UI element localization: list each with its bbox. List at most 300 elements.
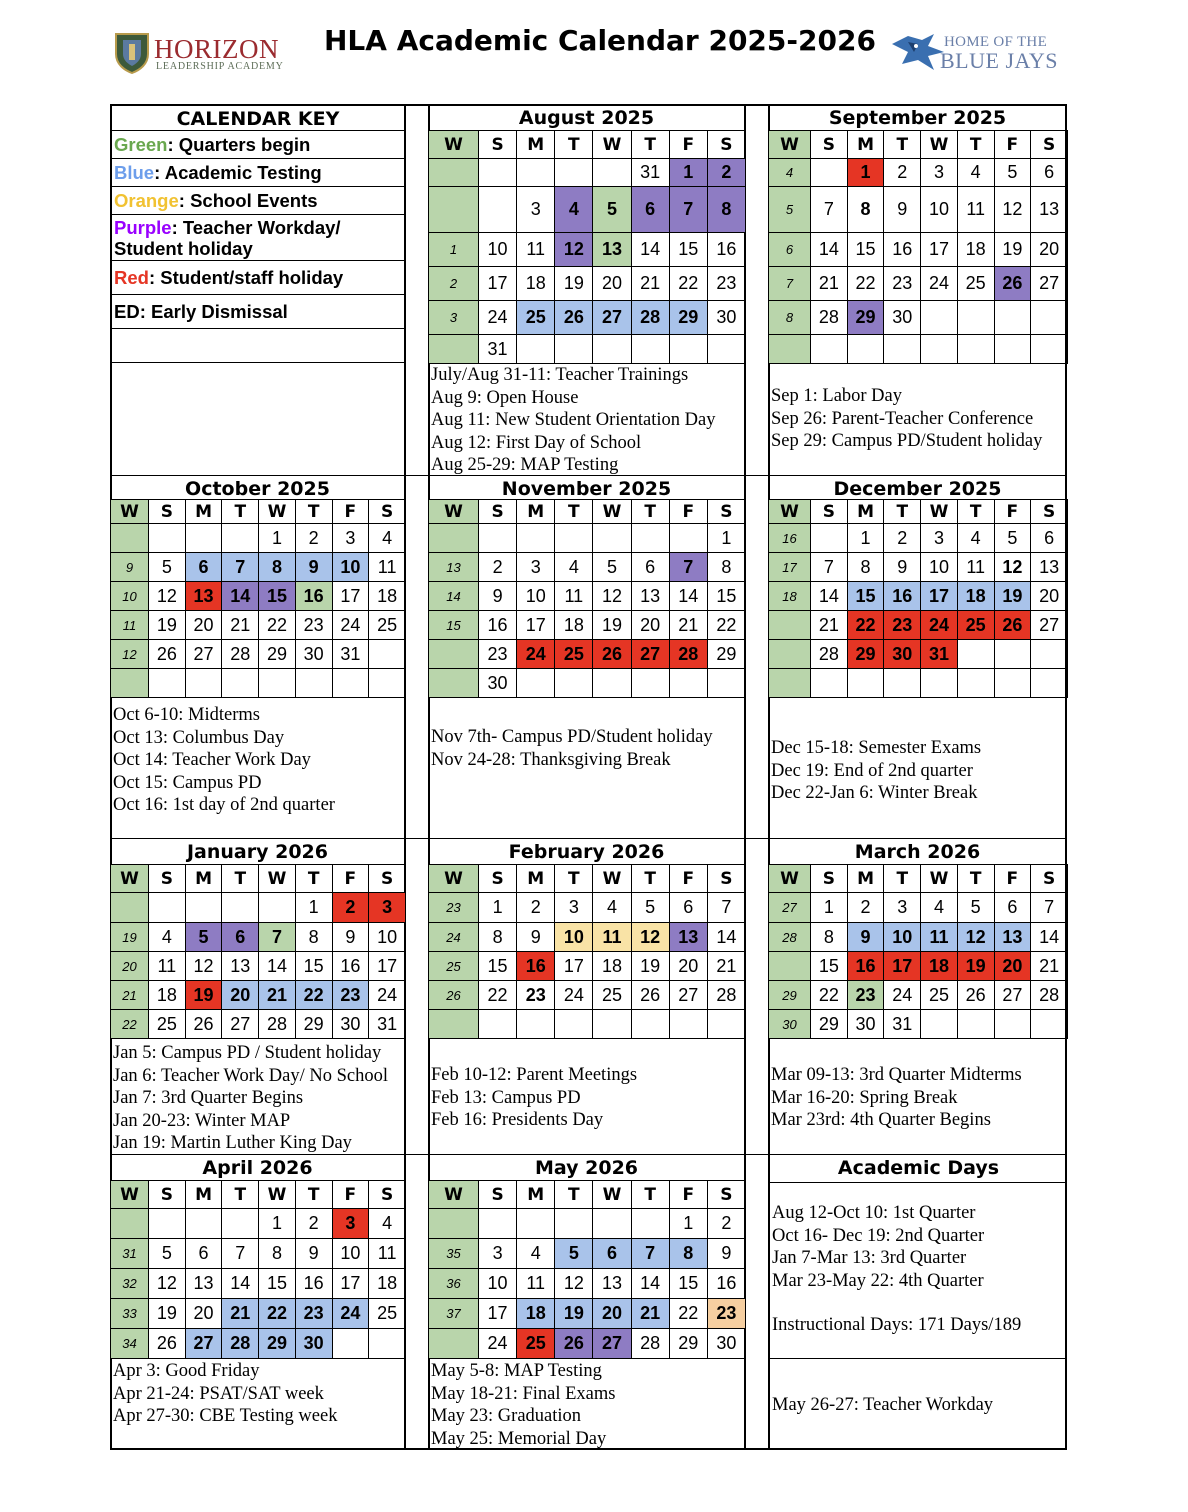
day-cell [149, 1209, 186, 1239]
day-cell: 2 [295, 1209, 332, 1239]
day-cell: 24 [555, 981, 593, 1010]
day-cell [631, 335, 669, 364]
day-cell: 12 [957, 923, 994, 952]
day-cell: 20 [1031, 582, 1068, 611]
week-row [769, 524, 1068, 553]
day-cell: 5 [994, 524, 1031, 553]
note-line: May 23: Graduation [431, 1406, 582, 1426]
weekday-header: S [1031, 865, 1068, 893]
day-cell: 14 [222, 1269, 259, 1299]
day-cell [222, 893, 259, 923]
key-item-ed: ED: Early Dismissal [111, 295, 405, 329]
day-cell: 27 [669, 981, 707, 1010]
day-cell [149, 669, 186, 698]
day-cell: 28 [631, 301, 669, 335]
note-line: Feb 10-12: Parent Meetings [431, 1065, 638, 1085]
weekday-header: S [149, 500, 186, 524]
day-cell: 16 [295, 1269, 332, 1299]
day-cell: 5 [631, 893, 669, 923]
day-cell: 10 [332, 553, 369, 582]
day-cell: 25 [369, 611, 406, 640]
day-cell: 21 [631, 267, 669, 301]
calendar-dec [768, 499, 1068, 698]
week-row [429, 524, 746, 553]
day-cell: 15 [811, 952, 848, 981]
day-cell: 16 [479, 611, 517, 640]
week-row [111, 1209, 406, 1239]
week-header: W [769, 131, 811, 159]
day-cell: 26 [994, 267, 1031, 301]
week-header: W [429, 500, 479, 524]
day-cell: 15 [259, 1269, 296, 1299]
day-cell [185, 893, 222, 923]
week-header: W [769, 865, 811, 893]
week-row [769, 1010, 1068, 1039]
day-cell [631, 524, 669, 553]
day-cell [1031, 669, 1068, 698]
week-row [429, 553, 746, 582]
day-cell: 4 [593, 893, 631, 923]
day-cell: 18 [369, 582, 406, 611]
week-row [111, 952, 406, 981]
week-number: 33 [111, 1299, 149, 1329]
week-row [429, 301, 746, 335]
note-line: Jan 19: Martin Luther King Day [113, 1133, 352, 1153]
weekday-header: S [149, 1181, 186, 1209]
day-cell [332, 1329, 369, 1359]
day-cell: 14 [1031, 923, 1068, 952]
weekday-header: W [593, 500, 631, 524]
day-cell: 25 [921, 981, 958, 1010]
day-cell: 13 [185, 582, 222, 611]
day-cell: 27 [222, 1010, 259, 1039]
week-number [111, 669, 149, 698]
day-cell [957, 640, 994, 669]
weekday-header: F [994, 865, 1031, 893]
day-cell: 4 [957, 159, 994, 187]
day-cell: 18 [517, 1299, 555, 1329]
week-number: 25 [429, 952, 479, 981]
day-cell [957, 1010, 994, 1039]
week-number: 21 [111, 981, 149, 1010]
day-cell [669, 669, 707, 698]
weekday-header: T [884, 865, 921, 893]
day-cell: 25 [555, 640, 593, 669]
note-line: Feb 13: Campus PD [431, 1087, 581, 1108]
day-cell: 29 [295, 1010, 332, 1039]
day-cell: 30 [295, 640, 332, 669]
day-cell [1031, 335, 1068, 364]
week-row [769, 923, 1068, 952]
week-number [429, 1329, 479, 1359]
day-cell: 18 [921, 952, 958, 981]
week-number: 16 [769, 524, 811, 553]
week-number [429, 524, 479, 553]
day-cell [847, 335, 884, 364]
week-number: 28 [769, 923, 811, 952]
day-cell [811, 159, 848, 187]
month-title-aug: August 2025 [518, 107, 655, 129]
note-line: Aug 25-29: MAP Testing [431, 455, 619, 475]
day-cell: 7 [222, 553, 259, 582]
week-row [429, 1269, 746, 1299]
month-title-nov: November 2025 [501, 478, 672, 500]
weekday-header: T [957, 865, 994, 893]
month-title-sep: September 2025 [828, 107, 1007, 129]
week-row [429, 335, 746, 364]
day-cell: 15 [847, 582, 884, 611]
note-line: May 5-8: MAP Testing [431, 1361, 602, 1381]
day-cell [847, 669, 884, 698]
weekday-header: F [669, 500, 707, 524]
weekday-header: T [555, 865, 593, 893]
weekday-header: W [593, 131, 631, 159]
calendar-aug [428, 130, 746, 364]
calendar-jan [110, 864, 406, 1039]
day-cell [994, 640, 1031, 669]
week-row [769, 233, 1068, 267]
week-number: 14 [429, 582, 479, 611]
week-number: 13 [429, 553, 479, 582]
day-cell: 18 [517, 267, 555, 301]
day-cell: 15 [707, 582, 745, 611]
day-cell [957, 669, 994, 698]
day-cell: 17 [921, 233, 958, 267]
day-cell: 1 [259, 524, 296, 553]
day-cell: 1 [669, 159, 707, 187]
week-number [429, 669, 479, 698]
key-item-orange: Orange: School Events [111, 187, 405, 215]
day-cell [555, 1209, 593, 1239]
day-cell: 21 [222, 611, 259, 640]
day-cell: 3 [517, 553, 555, 582]
week-row [429, 1329, 746, 1359]
day-cell: 28 [259, 1010, 296, 1039]
day-cell: 11 [149, 952, 186, 981]
day-cell: 21 [811, 267, 848, 301]
day-cell: 29 [259, 640, 296, 669]
day-cell: 15 [295, 952, 332, 981]
day-cell: 25 [369, 1299, 406, 1329]
day-cell: 4 [957, 524, 994, 553]
day-cell: 27 [185, 640, 222, 669]
day-cell: 22 [811, 981, 848, 1010]
day-cell: 25 [957, 611, 994, 640]
day-cell: 17 [332, 1269, 369, 1299]
weekday-header: M [517, 131, 555, 159]
day-cell: 11 [517, 1269, 555, 1299]
day-cell: 3 [332, 524, 369, 553]
week-row [769, 301, 1068, 335]
may-extra-note: May 26-27: Teacher Workday [772, 1395, 994, 1415]
note-line: Oct 14: Teacher Work Day [113, 750, 311, 770]
week-number [769, 669, 811, 698]
day-cell: 4 [369, 524, 406, 553]
week-number: 36 [429, 1269, 479, 1299]
day-cell: 19 [185, 981, 222, 1010]
day-cell: 29 [847, 640, 884, 669]
weekday-header: S [369, 1181, 406, 1209]
week-row [111, 893, 406, 923]
day-cell: 29 [811, 1010, 848, 1039]
day-cell [811, 524, 848, 553]
week-row [429, 159, 746, 187]
day-cell: 24 [479, 301, 517, 335]
day-cell: 1 [669, 1209, 707, 1239]
day-cell [517, 159, 555, 187]
day-cell [994, 335, 1031, 364]
day-cell: 24 [921, 267, 958, 301]
day-cell: 26 [631, 981, 669, 1010]
day-cell: 14 [222, 582, 259, 611]
day-cell: 30 [332, 1010, 369, 1039]
note-line: Jan 7: 3rd Quarter Begins [113, 1088, 304, 1108]
weekday-header: T [295, 865, 332, 893]
day-cell: 14 [669, 582, 707, 611]
key-blank [111, 329, 405, 363]
day-cell: 10 [555, 923, 593, 952]
day-cell: 17 [921, 582, 958, 611]
week-row [111, 553, 406, 582]
note-line: Aug 9: Open House [431, 387, 579, 408]
day-cell: 31 [631, 159, 669, 187]
day-cell: 21 [811, 611, 848, 640]
horizon-logo [114, 32, 314, 76]
day-cell [517, 669, 555, 698]
day-cell: 4 [149, 923, 186, 952]
day-cell: 7 [811, 553, 848, 582]
day-cell: 9 [517, 923, 555, 952]
weekday-header: M [185, 865, 222, 893]
week-row [111, 611, 406, 640]
week-row [111, 582, 406, 611]
day-cell [479, 1010, 517, 1039]
day-cell: 3 [517, 187, 555, 233]
day-cell: 5 [957, 893, 994, 923]
day-cell: 31 [369, 1010, 406, 1039]
day-cell: 23 [517, 981, 555, 1010]
day-cell: 25 [149, 1010, 186, 1039]
week-row [111, 1299, 406, 1329]
day-cell: 24 [332, 611, 369, 640]
weekday-header: W [921, 500, 958, 524]
weekday-header: M [185, 1181, 222, 1209]
day-cell: 11 [369, 553, 406, 582]
day-cell: 9 [295, 1239, 332, 1269]
key-item-red: Red: Student/staff holiday [111, 261, 405, 295]
week-number: 31 [111, 1239, 149, 1269]
day-cell: 3 [479, 1239, 517, 1269]
day-cell: 20 [593, 267, 631, 301]
calendar-feb [428, 864, 746, 1039]
note-line: Jan 6: Teacher Work Day/ No School [113, 1065, 388, 1086]
day-cell: 14 [811, 582, 848, 611]
day-cell: 28 [669, 640, 707, 669]
day-cell [994, 669, 1031, 698]
week-row [429, 923, 746, 952]
day-cell: 30 [884, 640, 921, 669]
day-cell: 20 [593, 1299, 631, 1329]
week-number [429, 1010, 479, 1039]
day-cell [149, 893, 186, 923]
week-row [769, 640, 1068, 669]
day-cell [994, 1010, 1031, 1039]
day-cell: 5 [149, 553, 186, 582]
week-number [111, 893, 149, 923]
day-cell: 7 [631, 1239, 669, 1269]
day-cell: 30 [707, 1329, 745, 1359]
blue-jays-logo [888, 30, 1078, 78]
week-number: 9 [111, 553, 149, 582]
day-cell: 3 [921, 159, 958, 187]
weekday-header: S [707, 131, 745, 159]
day-cell: 17 [884, 952, 921, 981]
day-cell: 6 [222, 923, 259, 952]
weekday-header: T [295, 1181, 332, 1209]
weekday-header: W [593, 1181, 631, 1209]
day-cell: 25 [593, 981, 631, 1010]
day-cell: 1 [259, 1209, 296, 1239]
week-number: 34 [111, 1329, 149, 1359]
day-cell [921, 1010, 958, 1039]
day-cell [811, 669, 848, 698]
note-line: Dec 19: End of 2nd quarter [771, 760, 973, 781]
day-cell: 20 [994, 952, 1031, 981]
day-cell [957, 335, 994, 364]
calendar-may [428, 1180, 746, 1359]
day-cell [369, 1329, 406, 1359]
day-cell: 12 [593, 582, 631, 611]
day-cell: 2 [479, 553, 517, 582]
day-cell [593, 1209, 631, 1239]
week-row [111, 1269, 406, 1299]
day-cell [222, 669, 259, 698]
divider [768, 1182, 1067, 1183]
day-cell: 19 [631, 952, 669, 981]
week-number: 19 [111, 923, 149, 952]
day-cell [222, 1209, 259, 1239]
day-cell: 6 [185, 553, 222, 582]
day-cell: 10 [921, 553, 958, 582]
academic-day-line: Oct 16- Dec 19: 2nd Quarter [772, 1225, 985, 1246]
weekday-header: S [707, 500, 745, 524]
day-cell: 5 [185, 923, 222, 952]
day-cell: 8 [259, 1239, 296, 1269]
weekday-header: F [669, 1181, 707, 1209]
day-cell: 28 [811, 301, 848, 335]
day-cell: 10 [369, 923, 406, 952]
note-line: Mar 23rd: 4th Quarter Begins [771, 1110, 991, 1130]
day-cell [707, 669, 745, 698]
weekday-header: T [631, 500, 669, 524]
day-cell: 16 [884, 582, 921, 611]
day-cell: 8 [707, 187, 745, 233]
day-cell: 21 [1031, 952, 1068, 981]
day-cell: 14 [707, 923, 745, 952]
day-cell: 30 [847, 1010, 884, 1039]
day-cell [593, 335, 631, 364]
day-cell: 27 [1031, 611, 1068, 640]
week-number: 30 [769, 1010, 811, 1039]
weekday-header: W [921, 131, 958, 159]
month-title-oct: October 2025 [185, 478, 330, 500]
weekday-header: M [847, 865, 884, 893]
day-cell: 26 [555, 1329, 593, 1359]
day-cell: 15 [479, 952, 517, 981]
week-number: 24 [429, 923, 479, 952]
weekday-header: S [479, 500, 517, 524]
day-cell: 27 [631, 640, 669, 669]
week-row [111, 1239, 406, 1269]
day-cell: 23 [479, 640, 517, 669]
day-cell: 18 [369, 1269, 406, 1299]
week-header: W [429, 131, 479, 159]
day-cell: 5 [149, 1239, 186, 1269]
page-title: HLA Academic Calendar 2025-2026 [324, 24, 876, 57]
day-cell: 21 [222, 1299, 259, 1329]
day-cell: 4 [555, 553, 593, 582]
week-row [111, 640, 406, 669]
week-row [429, 952, 746, 981]
day-cell: 11 [369, 1239, 406, 1269]
day-cell: 24 [921, 611, 958, 640]
week-number: 7 [769, 267, 811, 301]
month-title-may: May 2026 [534, 1157, 639, 1179]
day-cell [957, 301, 994, 335]
week-number: 29 [769, 981, 811, 1010]
weekday-header: M [517, 500, 555, 524]
day-cell: 8 [847, 187, 884, 233]
weekday-header: S [811, 865, 848, 893]
weekday-header: S [479, 1181, 517, 1209]
day-cell: 19 [957, 952, 994, 981]
weekday-header: S [707, 865, 745, 893]
week-number: 3 [429, 301, 479, 335]
day-cell: 21 [259, 981, 296, 1010]
day-cell: 24 [332, 1299, 369, 1329]
week-number: 8 [769, 301, 811, 335]
day-cell [517, 1209, 555, 1239]
day-cell: 12 [555, 1269, 593, 1299]
week-header: W [429, 865, 479, 893]
academic-day-line: Jan 7-Mar 13: 3rd Quarter [772, 1248, 967, 1268]
weekday-header: T [555, 1181, 593, 1209]
week-row [429, 981, 746, 1010]
week-header: W [111, 865, 149, 893]
week-row [429, 640, 746, 669]
day-cell: 1 [811, 893, 848, 923]
day-cell [149, 524, 186, 553]
weekday-header: F [669, 865, 707, 893]
week-row [769, 981, 1068, 1010]
day-cell: 6 [631, 553, 669, 582]
day-cell: 31 [479, 335, 517, 364]
academic-day-line: Aug 12-Oct 10: 1st Quarter [772, 1203, 976, 1223]
month-title-jan: January 2026 [186, 841, 328, 863]
day-cell: 12 [185, 952, 222, 981]
day-cell: 2 [884, 159, 921, 187]
day-cell: 31 [921, 640, 958, 669]
notes-feb [431, 1064, 744, 1132]
note-line: Nov 24-28: Thanksgiving Break [431, 749, 671, 770]
day-cell: 7 [669, 553, 707, 582]
day-cell: 29 [847, 301, 884, 335]
notes-oct [113, 704, 404, 817]
week-number [429, 640, 479, 669]
week-header: W [111, 1181, 149, 1209]
day-cell: 4 [517, 1239, 555, 1269]
day-cell: 23 [884, 611, 921, 640]
